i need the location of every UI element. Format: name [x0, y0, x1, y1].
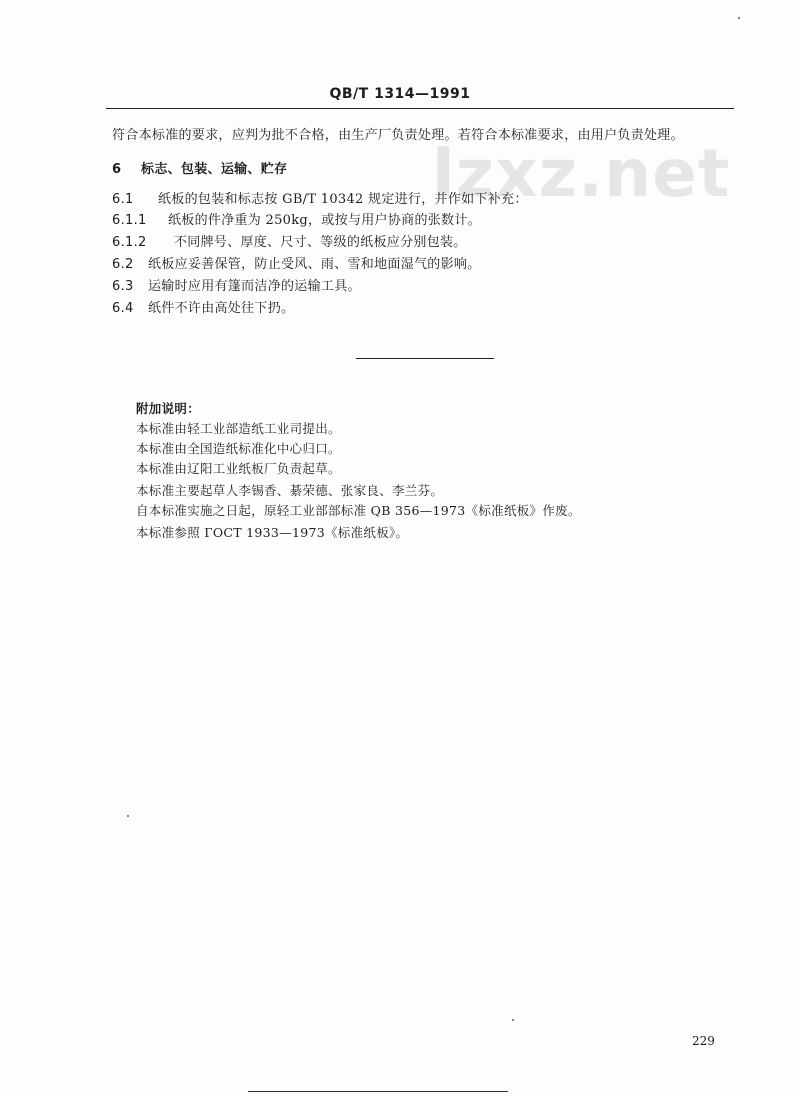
header-rule — [106, 108, 734, 109]
scan-speck — [127, 815, 129, 817]
clause-number: 6.1.1 — [112, 213, 147, 228]
note-line: 本标准由轻工业部造纸工业司提出。 — [136, 421, 341, 436]
clause-text: 纸件不许由高处往下扔。 — [148, 301, 295, 316]
scan-speck — [738, 17, 740, 19]
clause-6-2 — [112, 253, 481, 272]
continuation-text: 符合本标准的要求，应判为批不合格，由生产厂负责处理。若符合本标准要求，由用户负责处理。 — [112, 128, 684, 143]
note-line: 本标准由辽阳工业纸板厂负责起草。 — [136, 461, 341, 476]
clause-6-4 — [112, 297, 294, 316]
clause-text: 纸板应妥善保管，防止受风、雨、雪和地面湿气的影响。 — [148, 257, 481, 272]
bottom-rule — [248, 1091, 508, 1092]
clause-text: 运输时应用有篷而洁净的运输工具。 — [148, 279, 361, 294]
standard-code-header: QB/T 1314—1991 — [329, 86, 471, 102]
clause-6-1 — [112, 188, 528, 207]
note-line: 本标准由全国造纸标准化中心归口。 — [136, 441, 341, 456]
note-line: 本标准主要起草人李锡香、綦荣德、张家良、李兰芬。 — [136, 483, 444, 498]
note-line: 本标准参照 ГОСТ 1933—1973《标准纸板》。 — [136, 525, 409, 540]
clause-number: 6.3 — [112, 279, 134, 294]
clause-6-3 — [112, 275, 361, 294]
watermark: lzxz.net — [432, 135, 731, 212]
section-number: 6 — [112, 162, 122, 177]
note-line: 自本标准实施之日起，原轻工业部部标准 QB 356—1973《标准纸板》作废。 — [136, 503, 581, 518]
clause-number: 6.2 — [112, 257, 134, 272]
clause-number: 6.1 — [112, 192, 134, 207]
clause-number: 6.4 — [112, 301, 134, 316]
clause-text: 纸板的件净重为 250kg，或按与用户协商的张数计。 — [168, 213, 481, 228]
clause-text: 纸板的包装和标志按 GB/T 10342 规定进行，并作如下补充： — [158, 192, 528, 207]
clause-number: 6.1.2 — [112, 235, 147, 250]
clause-text: 不同牌号、厚度、尺寸、等级的纸板应分别包装。 — [174, 235, 467, 250]
scan-speck — [512, 1019, 514, 1021]
end-of-text-rule — [356, 358, 494, 359]
clause-6-1-1 — [112, 209, 481, 228]
notes-title: 附加说明： — [136, 401, 201, 416]
section-heading — [112, 158, 287, 177]
page-number: 229 — [692, 1034, 715, 1048]
section-title: 标志、包装、运输、贮存 — [141, 162, 288, 177]
clause-6-1-2 — [112, 231, 467, 250]
